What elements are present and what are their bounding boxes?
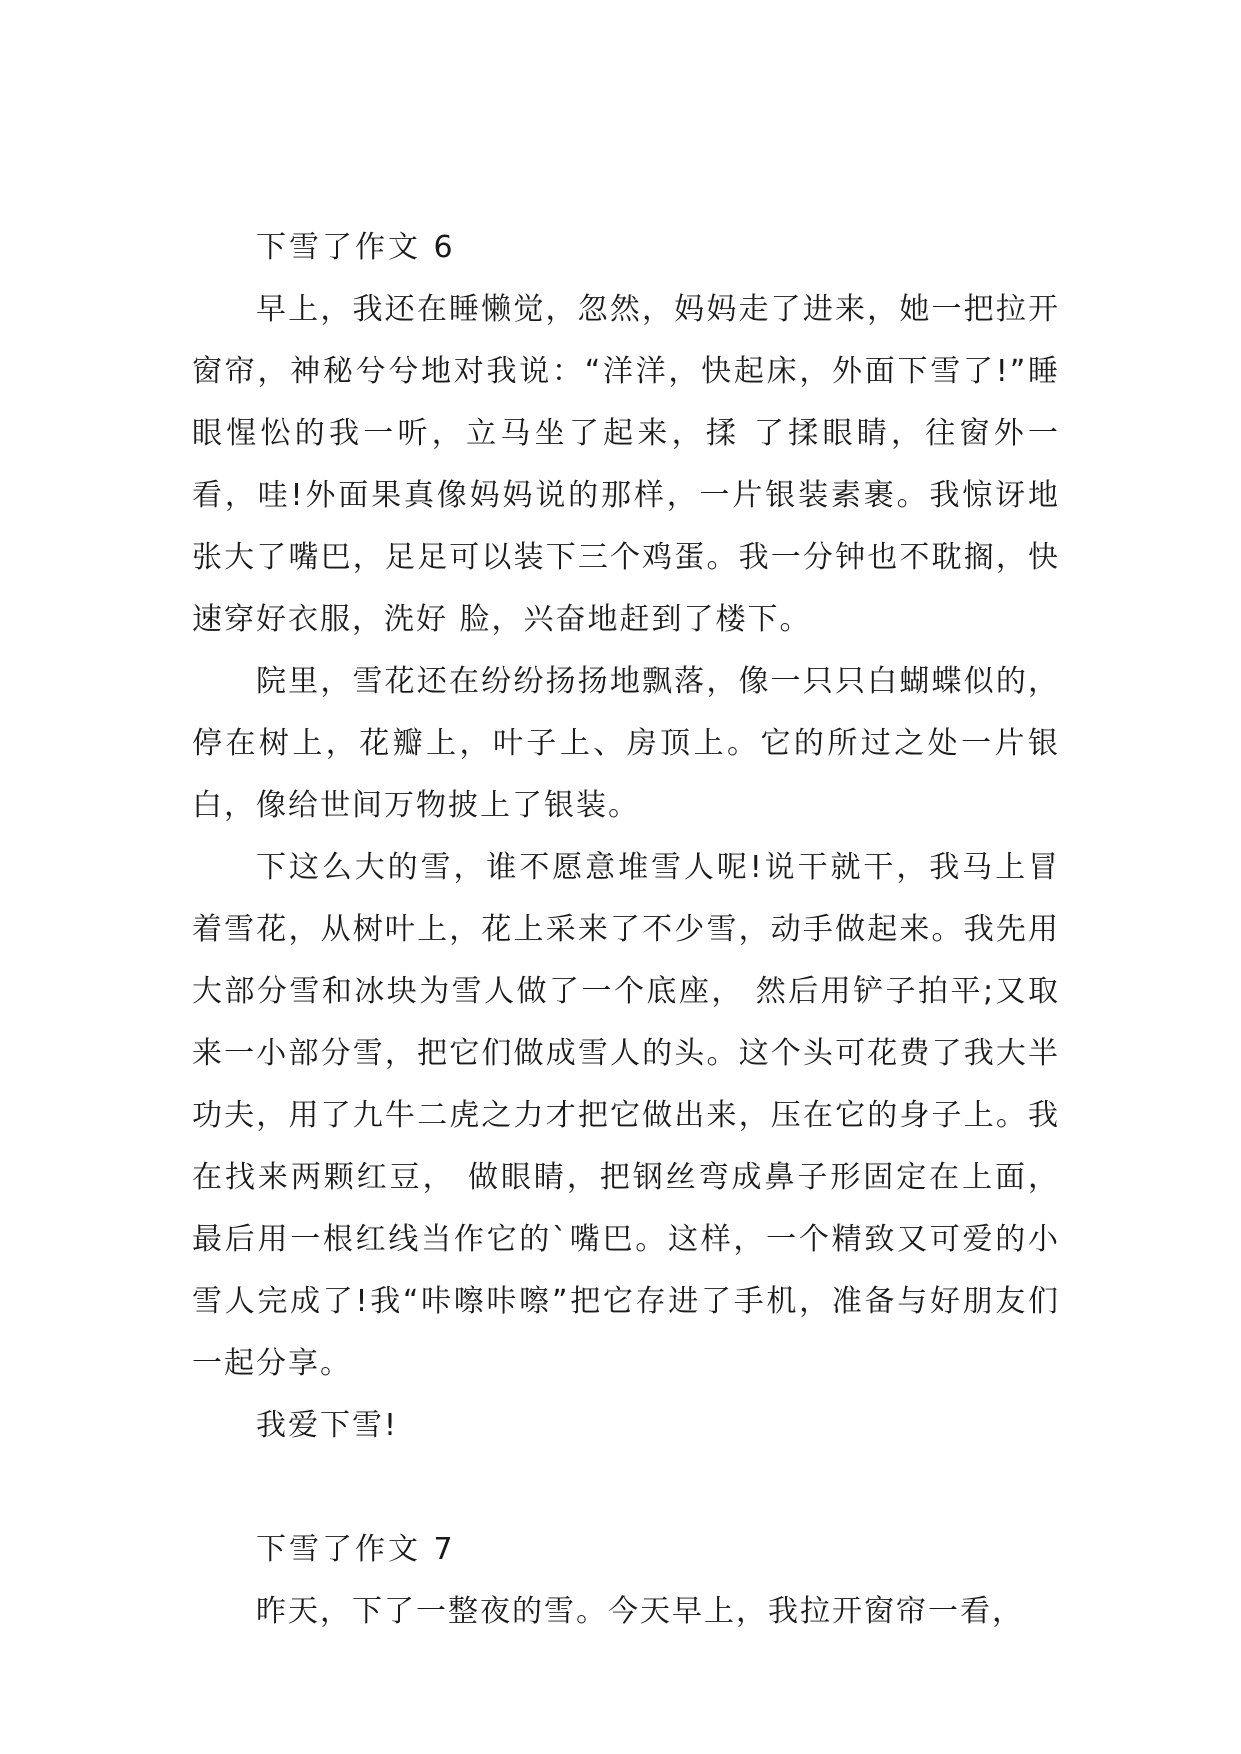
essay-spacer	[192, 1457, 1060, 1519]
essay-7-title: 下雪了作文 7	[256, 1532, 456, 1567]
essay-6-paragraph-3: 下这么大的雪，谁不愿意堆雪人呢!说干就干，我马上冒着雪花，从树叶上，花上采来了不少雪，动手做起来。我先用大部分雪和冰块为雪人做了一个底座， 然后用铲子拍平;又取来一小部分雪，把它们做成雪人的头。这个头可花费了我大半功夫，用了九牛二虎之力才把它做出来，压在它的身子上。我在找来两颗红豆， 做眼睛，把钢丝弯成鼻子形固定在上面，最后用一根红线当作它的`嘴巴。这样，一个精致又可爱的小雪人完成了!我“咔嚓咔嚓”把它存进了手机，准备与好朋友们 一起分享。	[192, 850, 1060, 1381]
essay-6-title: 下雪了作文 6	[256, 230, 456, 265]
essay-6-paragraph-1: 早上，我还在睡懒觉，忽然，妈妈走了进来，她一把拉开窗帘，神秘兮兮地对我说：“洋洋，快起床，外面下雪了!”睡眼惺忪的我一听，立马坐了起来，揉 了揉眼睛，往窗外一看，哇!外面果真像妈妈说的那样，一片银装素裹。我惊讶地张大了嘴巴，足足可以装下三个鸡蛋。我一分钟也不耽搁，快速穿好衣服，洗好 脸，兴奋地赶到了楼下。	[192, 292, 1060, 637]
document-body	[192, 217, 1060, 1643]
essay-6-paragraph-4: 我爱下雪!	[256, 1408, 399, 1443]
essay-7-paragraph-1: 昨天，下了一整夜的雪。今天早上，我拉开窗帘一看，	[256, 1594, 1024, 1629]
essay-6-paragraph-2: 院里，雪花还在纷纷扬扬地飘落，像一只只白蝴蝶似的，停在树上，花瓣上，叶子上、房顶上。它的所过之处一片银白，像给世间万物披上了银装。	[192, 664, 1060, 823]
